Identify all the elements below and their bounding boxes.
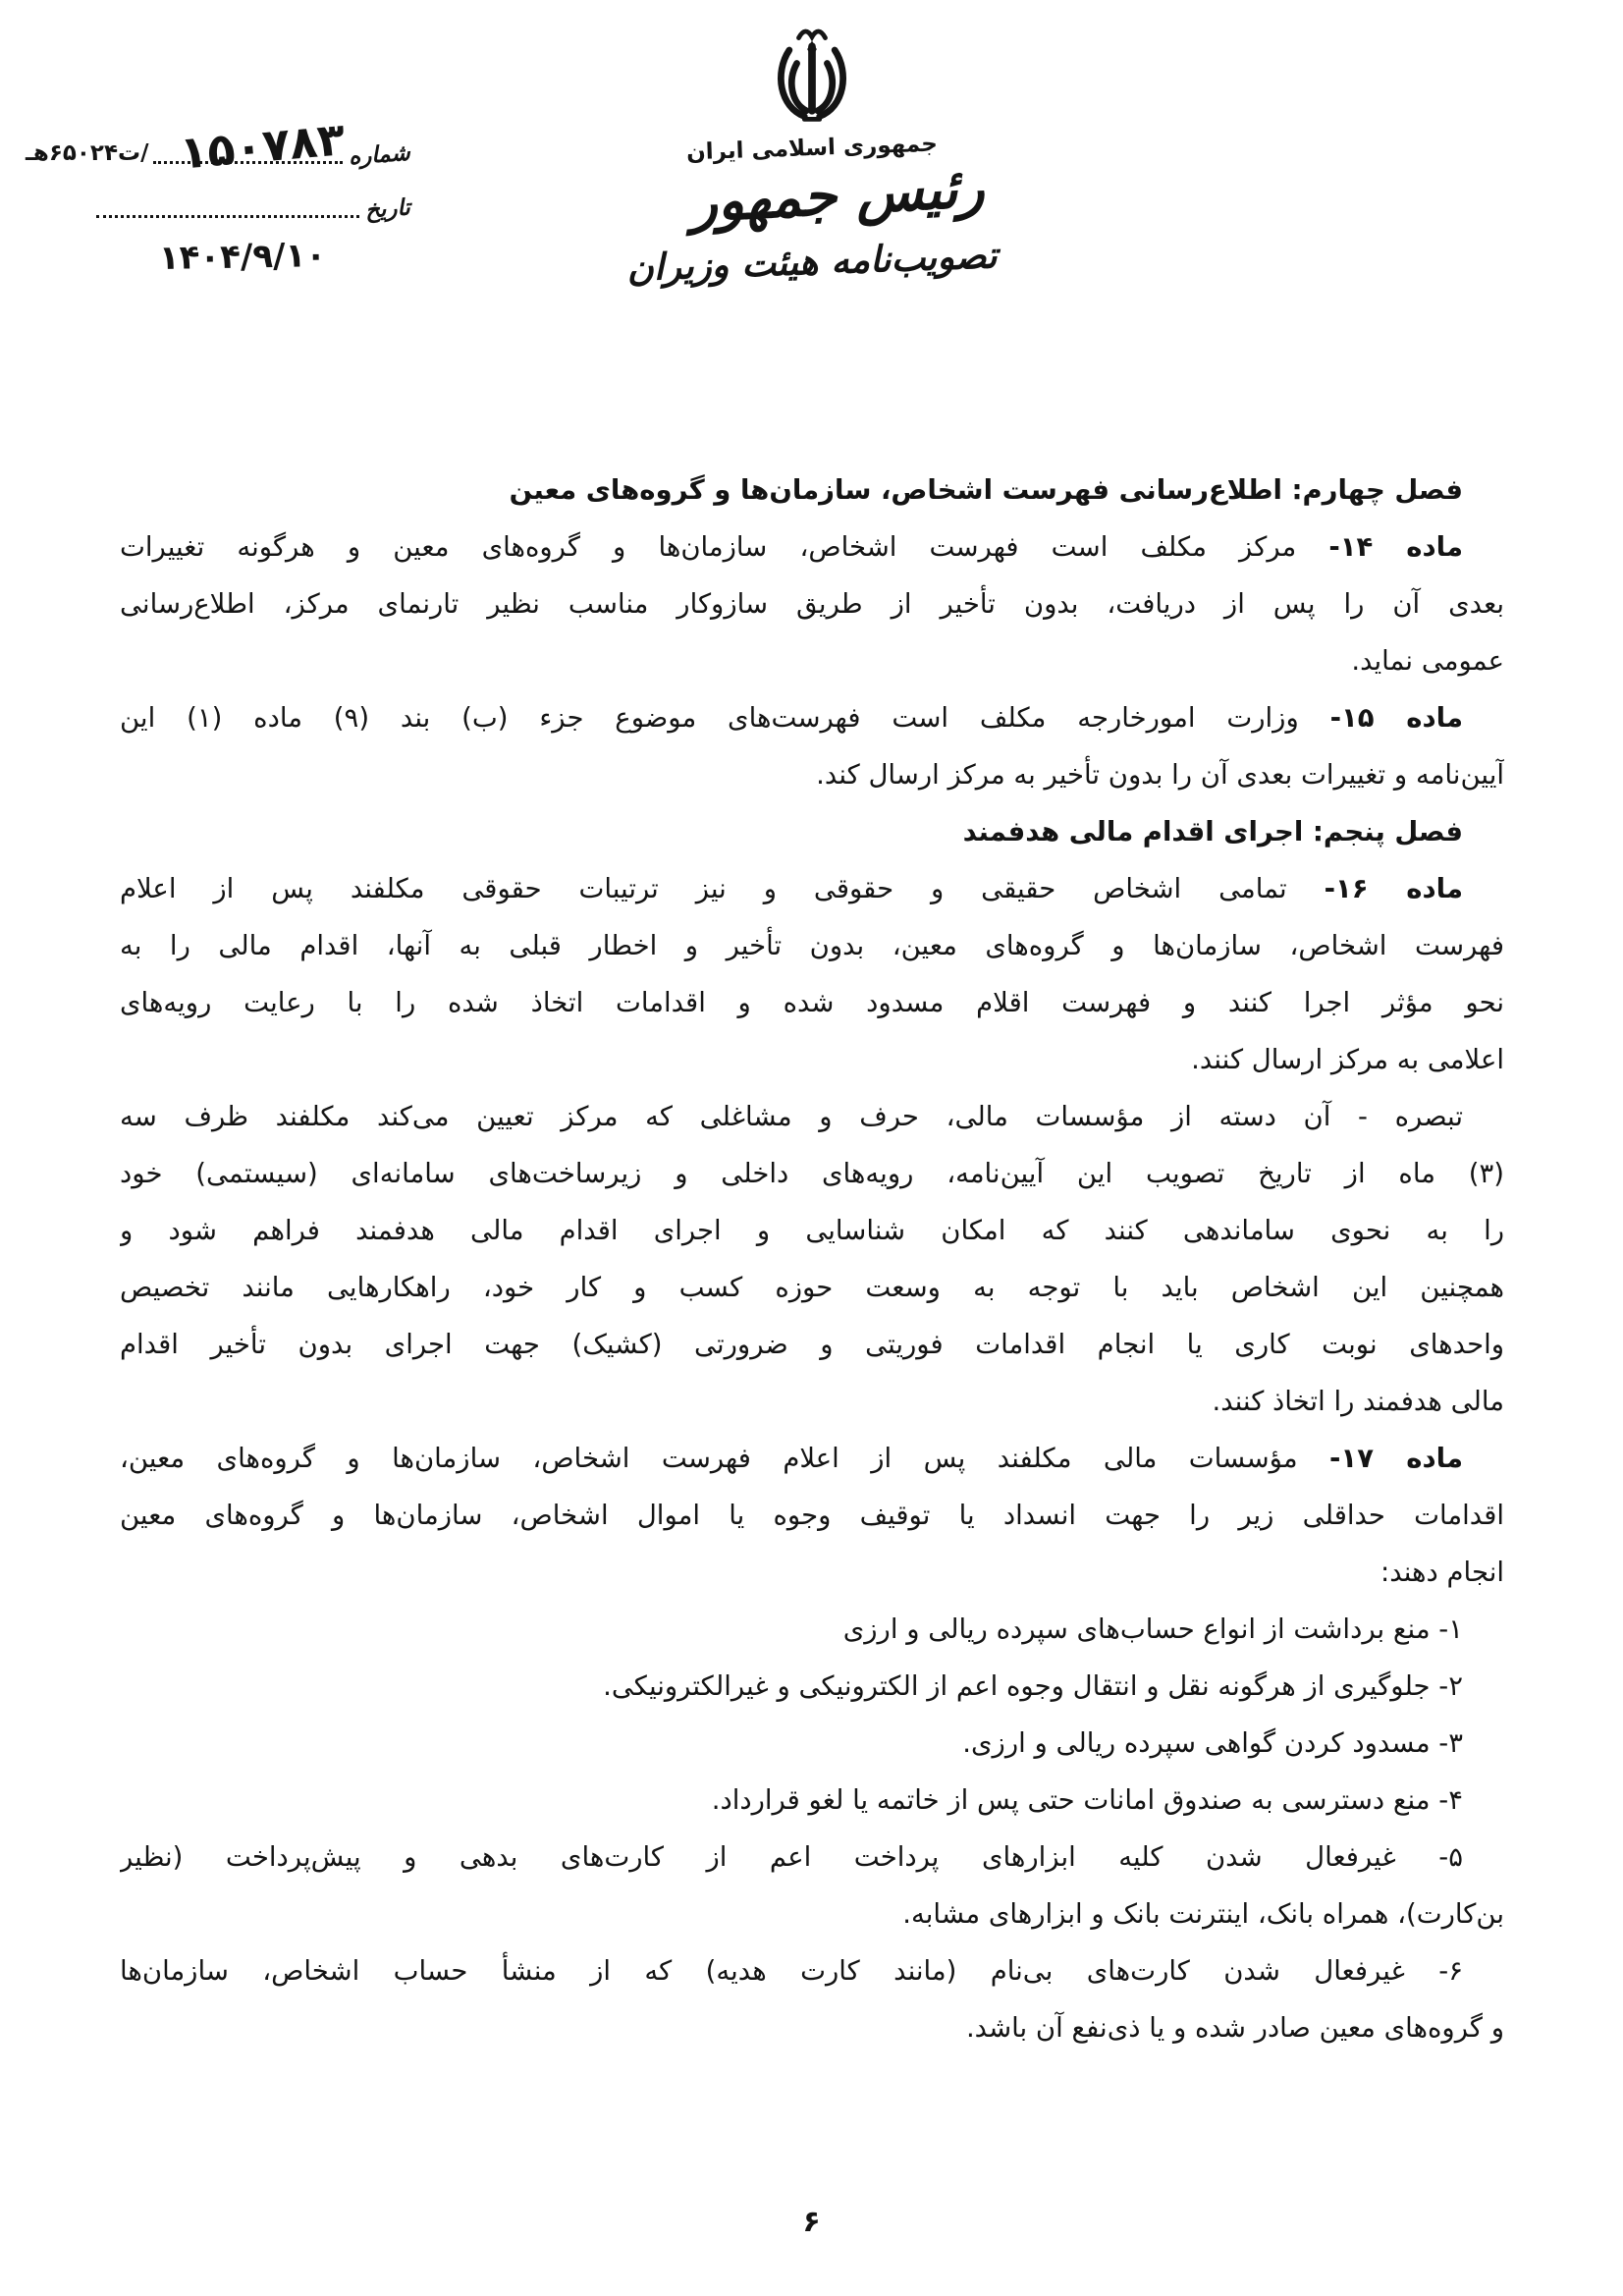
org-name: جمهوری اسلامی ایران	[685, 131, 938, 166]
line-text: انجام دهند:	[1380, 1557, 1504, 1588]
body-line	[120, 1259, 1504, 1316]
decree-calligraphy: تصویب‌نامه هیئت وزیران	[625, 234, 998, 290]
line-text: فهرست اشخاص، سازمان‌ها و گروه‌های معین، بدون تأخیر و اخطار قبلی به آنها، اقدام مالی را به	[120, 930, 1504, 961]
list-item	[120, 1772, 1504, 1829]
line-text: ۶- غیرفعال شدن کارت‌های بی‌نام (مانند کارت هدیه) که از منشأ حساب اشخاص، سازمان‌ها	[120, 1955, 1463, 1987]
body-line	[120, 1999, 1504, 2056]
line-text: ۱- منع برداشت از انواع حساب‌های سپرده ریالی و ارزی	[842, 1613, 1463, 1645]
number-handwritten: ۱۵۰۷۸۳	[177, 112, 348, 180]
line-text: عمومی نماید.	[1351, 645, 1504, 677]
body-line	[120, 575, 1504, 632]
list-item	[120, 1658, 1504, 1715]
line-text: نحو مؤثر اجرا کنند و فهرست اقلام مسدود شده و اقدامات اتخاذ شده را با رعایت رویه‌های	[120, 987, 1504, 1018]
line-text: اعلامی به مرکز ارسال کنند.	[1191, 1044, 1504, 1075]
body-line	[120, 1886, 1504, 1942]
body-line	[120, 917, 1504, 974]
note-line	[120, 1088, 1504, 1145]
list-item	[120, 1942, 1504, 1999]
letterhead-header	[508, 26, 1116, 290]
line-text: مرکز مکلف است فهرست اشخاص، سازمان‌ها و گروه‌های معین و هرگونه تغییرات	[120, 531, 1329, 563]
line-text: ۲- جلوگیری از هرگونه نقل و انتقال وجوه اعم از الکترونیکی و غیرالکترونیکی.	[603, 1670, 1463, 1702]
line-text: ۴- منع دسترسی به صندوق امانات حتی پس از خاتمه یا لغو قرارداد.	[711, 1784, 1463, 1816]
date-handwritten: ۱۴۰۴/۹/۱۰	[158, 236, 327, 279]
body-line	[120, 1031, 1504, 1088]
body-line	[120, 746, 1504, 803]
line-text: واحدهای نوبت کاری یا انجام اقدامات فوریتی و ضرورتی (کشیک) جهت اجرای بدون تأخیر اقدام	[120, 1329, 1504, 1360]
list-item	[120, 1601, 1504, 1658]
date-dotted-line	[96, 190, 359, 218]
body-line	[120, 974, 1504, 1031]
article-lead: ماده ۱۴-	[1328, 531, 1463, 563]
date-label: تاریخ	[364, 194, 411, 224]
list-item	[120, 1715, 1504, 1772]
body-line	[120, 519, 1504, 575]
list-item	[120, 1829, 1504, 1886]
body-line	[120, 1373, 1504, 1430]
body-line	[120, 689, 1504, 746]
number-dotted-line	[153, 112, 348, 180]
line-text: و گروه‌های معین صادر شده و یا ذی‌نفع آن باشد.	[965, 2012, 1504, 2044]
line-text: ۳- مسدود کردن گواهی سپرده ریالی و ارزی.	[962, 1727, 1463, 1759]
line-text: فصل چهارم: اطلاع‌رسانی فهرست اشخاص، سازمان‌ها و گروه‌های معین	[509, 474, 1463, 506]
president-calligraphy: رئیس جمهور	[688, 155, 986, 236]
body-line	[120, 632, 1504, 689]
line-text: همچنین این اشخاص باید با توجه به وسعت حوزه کسب و کار خود، راهکارهایی مانند تخصیص	[120, 1272, 1504, 1303]
document-body	[120, 462, 1504, 2056]
chapter-heading	[120, 803, 1504, 860]
chapter-heading	[120, 462, 1504, 519]
line-text: را به نحوی ساماندهی کنند که امکان شناسایی و اجرای اقدام مالی هدفمند فراهم شود و	[120, 1215, 1504, 1246]
body-line	[120, 1544, 1504, 1601]
body-line	[120, 860, 1504, 917]
article-lead: ماده ۱۷-	[1329, 1443, 1463, 1474]
iran-emblem-icon	[757, 26, 867, 130]
body-line	[120, 1145, 1504, 1202]
line-text: اقدامات حداقلی زیر را جهت انسداد یا توقیف وجوه یا اموال اشخاص، سازمان‌ها و گروه‌های معین	[120, 1500, 1504, 1531]
line-text: ۵- غیرفعال شدن کلیه ابزارهای پرداخت اعم از کارت‌های بدهی و پیش‌پرداخت (نظیر	[120, 1841, 1463, 1873]
article-lead: ماده ۱۵-	[1329, 702, 1463, 734]
line-text: (۳) ماه از تاریخ تصویب این آیین‌نامه، رویه‌های داخلی و زیرساخت‌های سامانه‌ای (سیستمی) خود	[120, 1158, 1504, 1189]
line-text: مؤسسات مالی مکلفند پس از اعلام فهرست اشخاص، سازمان‌ها و گروه‌های معین،	[120, 1443, 1329, 1474]
body-line	[120, 1202, 1504, 1259]
body-line	[120, 1430, 1504, 1487]
line-text: فصل پنجم: اجرای اقدام مالی هدفمند	[962, 816, 1463, 847]
line-text: تمامی اشخاص حقیقی و حقوقی و نیز ترتیبات حقوقی مکلفند پس از اعلام	[120, 873, 1325, 904]
number-suffix: /ت۶۵۰۲۴هـ	[26, 140, 149, 166]
line-text: بن‌کارت)، همراه بانک، اینترنت بانک و ابزارهای مشابه.	[902, 1898, 1504, 1930]
article-lead: ماده ۱۶-	[1324, 873, 1463, 904]
number-row	[26, 112, 411, 180]
number-label: شماره	[348, 139, 411, 171]
line-text: بعدی آن را پس از دریافت، بدون تأخیر از طریق سازوکار مناسب نظیر تارنمای مرکز، اطلاع‌رسانی	[120, 588, 1504, 620]
body-line	[120, 1487, 1504, 1544]
line-text: وزارت امورخارجه مکلف است فهرست‌های موضوع جزء (ب) بند (۹) ماده (۱) این	[120, 702, 1330, 734]
page-number: ۶	[802, 2205, 821, 2239]
line-text: آیین‌نامه و تغییرات بعدی آن را بدون تأخیر به مرکز ارسال کند.	[816, 759, 1504, 791]
line-text: مالی هدفمند را اتخاذ کنند.	[1212, 1386, 1504, 1417]
body-line	[120, 1316, 1504, 1373]
letterhead-number-block	[26, 112, 411, 279]
line-text: تبصره - آن دسته از مؤسسات مالی، حرف و مشاغلی که مرکز تعیین می‌کند مکلفند ظرف سه	[120, 1101, 1463, 1132]
date-row	[26, 190, 410, 222]
